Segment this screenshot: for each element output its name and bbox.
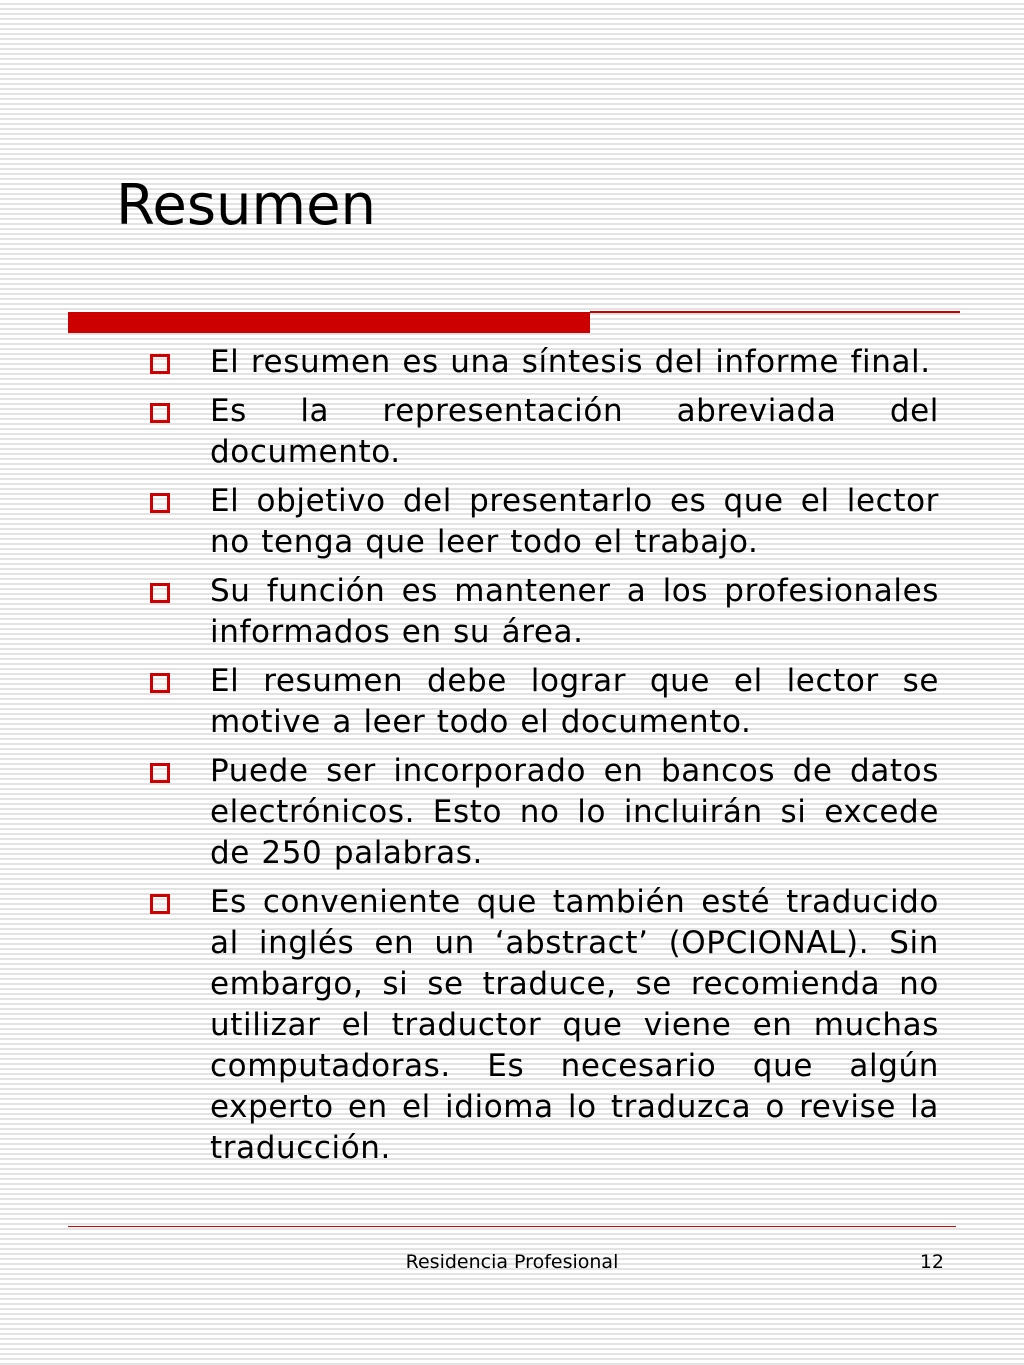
hollow-square-bullet-icon (150, 673, 170, 693)
bullet-text: El resumen debe lograr que el lector se motive a leer todo el documento. (210, 663, 939, 740)
hollow-square-bullet-icon (150, 763, 170, 783)
bullet-text: El objetivo del presentarlo es que el lector no tenga que leer todo el trabajo. (210, 483, 939, 560)
hollow-square-bullet-icon (150, 403, 170, 423)
footer-text: Residencia Profesional (405, 1251, 619, 1273)
bullet-text: Su función es mantener a los profesionales informados en su área. (210, 573, 939, 650)
bullet-item (0, 882, 1024, 1169)
footer-divider (68, 1226, 956, 1227)
title-underline-thin (590, 311, 960, 313)
bullet-text: El resumen es una síntesis del informe final. (210, 344, 931, 380)
bullet-item (0, 661, 1024, 743)
bullet-item (0, 342, 1024, 383)
slide-title: Resumen (116, 173, 377, 238)
bullet-list (0, 342, 1024, 1177)
bullet-item (0, 391, 1024, 473)
hollow-square-bullet-icon (150, 493, 170, 513)
footer-label (0, 1250, 1024, 1274)
hollow-square-bullet-icon (150, 354, 170, 374)
page-number: 12 (919, 1251, 944, 1273)
bullet-item (0, 751, 1024, 874)
hollow-square-bullet-icon (150, 894, 170, 914)
hollow-square-bullet-icon (150, 583, 170, 603)
bullet-item (0, 481, 1024, 563)
bullet-text: Es la representación abreviada del documento. (210, 393, 939, 470)
bullet-text: Puede ser incorporado en bancos de datos electrónicos. Esto no lo incluirán si excede de 250 palabras. (210, 753, 939, 871)
title-underline-thick (68, 312, 590, 333)
bullet-text: Es conveniente que también esté traducido al inglés en un ‘abstract’ (OPCIONAL). Sin embargo, si se traduce, se recomienda no utilizar el traductor que viene en muchas computadoras. Es necesario que algún experto en el idioma lo traduzca o revise la traducción. (210, 884, 939, 1166)
bullet-item (0, 571, 1024, 653)
